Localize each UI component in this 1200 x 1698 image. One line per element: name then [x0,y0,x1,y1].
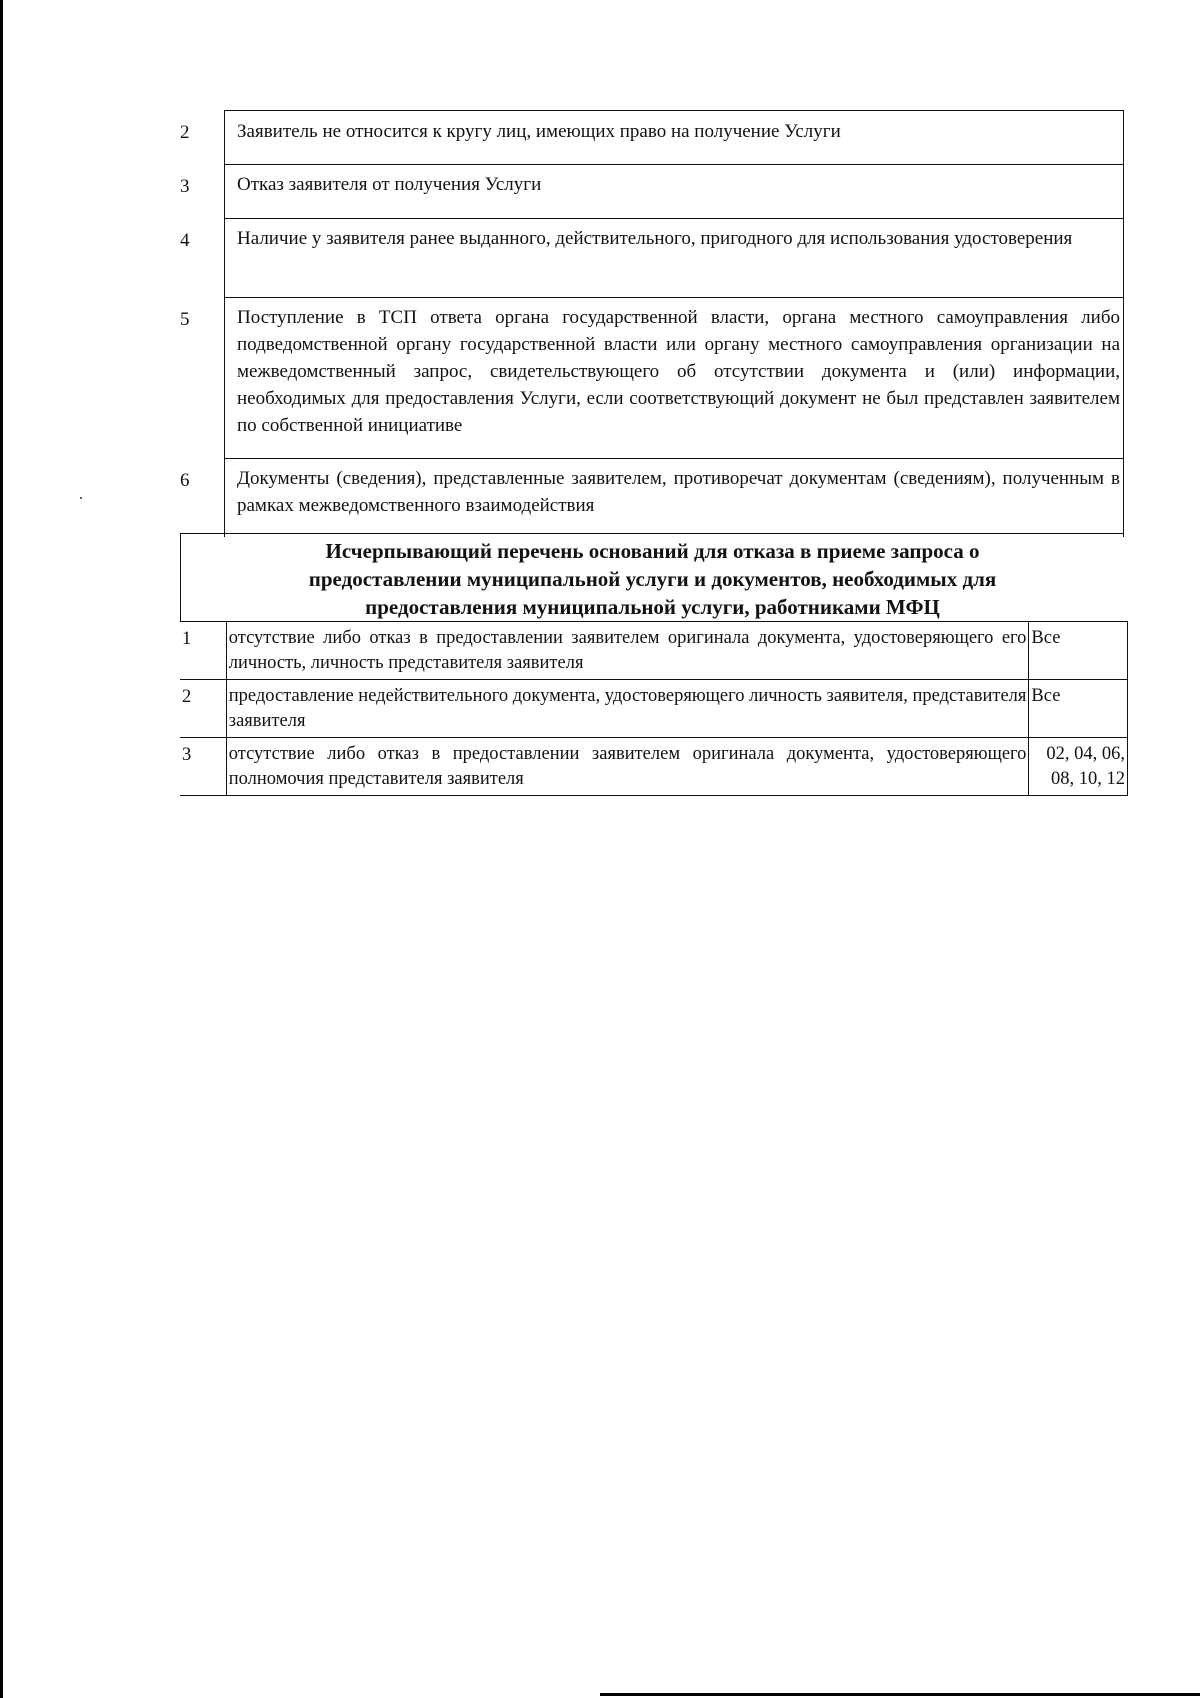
row-number: 2 [180,121,190,143]
row-number: 5 [180,308,190,330]
scan-edge-bottom [600,1693,1200,1696]
row-text: Заявитель не относится к кругу лиц, имеющих право на получение Услуги [225,111,1124,165]
row-number: 4 [180,229,190,251]
row-number: 3 [180,738,226,796]
table-row [180,459,1124,538]
table-row [180,738,1128,796]
row-text: отсутствие либо отказ в предоставлении заявителем оригинала документа, удостоверяющего полномочия представителя заявителя [226,738,1029,796]
section-heading-line: Исчерпывающий перечень оснований для отказа в приеме запроса о [325,539,980,563]
row-number: 6 [180,469,190,491]
table-row [180,298,1124,459]
table-row [180,680,1128,738]
table-row [180,622,1128,680]
table-row [180,111,1124,165]
section-heading [180,533,1124,621]
row-code: Все [1029,622,1128,680]
section-heading-line: предоставлении муниципальной услуги и документов, необходимых для [308,567,997,591]
scan-speck [80,497,82,499]
row-code: Все [1029,680,1128,738]
scan-edge-left [0,0,3,1698]
row-number: 2 [180,680,226,738]
table-row [180,219,1124,298]
row-text: предоставление недействительного документа, удостоверяющего личность заявителя, представителя заявителя [226,680,1029,738]
row-text: Поступление в ТСП ответа органа государственной власти, органа местного самоуправления либо подведомственной органу государственной власти или органу местного самоуправления организации на межведомственный запрос, свидетельствующего об отсутствии документа и (или) информации, необходимых для предоставления Услуги, если соответствующий документ не был представлен заявителем по собственной инициативе [225,298,1124,459]
section-heading-line: предоставления муниципальной услуги, работниками МФЦ [365,595,940,619]
row-text: Наличие у заявителя ранее выданного, действительного, пригодного для использования удостоверения [225,219,1124,298]
row-text: Документы (сведения), представленные заявителем, противоречат документам (сведениям), полученным в рамках межведомственного взаимодействия [225,459,1124,538]
row-text: Отказ заявителя от получения Услуги [225,165,1124,219]
refusal-grounds-table [180,110,1124,537]
table-row [180,165,1124,219]
row-number: 3 [180,175,190,197]
row-code: 02, 04, 06, 08, 10, 12 [1029,738,1128,796]
row-number: 1 [180,622,226,680]
mfc-refusal-grounds-table [180,621,1128,796]
row-text: отсутствие либо отказ в предоставлении заявителем оригинала документа, удостоверяющего его личность, личность представителя заявителя [226,622,1029,680]
